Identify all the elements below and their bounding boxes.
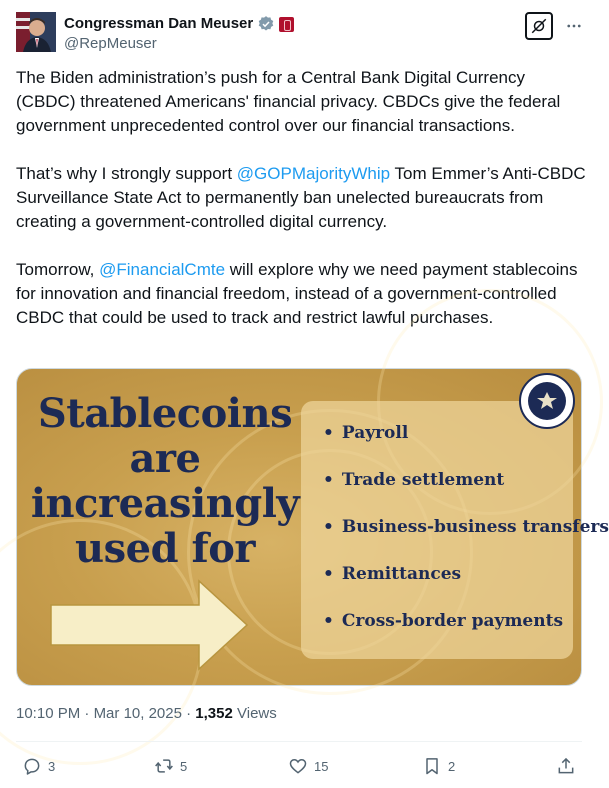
reply-icon <box>22 756 42 776</box>
bullet-item: • Cross-border payments <box>323 609 609 656</box>
headline-line: are <box>129 435 201 482</box>
bookmark-icon <box>422 756 442 776</box>
more-options-icon[interactable] <box>562 14 586 38</box>
tweet-text-segment: will explore why we need payment stablecoins for innovation and financial freedom, instead of a government-controlled CBDC that could be used to track and restrict lawful purchases. <box>16 260 578 327</box>
repost-count: 5 <box>180 758 188 774</box>
tweet-text-segment: Tom Emmer’s Anti-CBDC Surveillance State Act to permanently ban unelected bureaucrats from creating a government-controlled digital currency. <box>16 164 586 231</box>
bullet-item: • Business-business transfers <box>323 515 609 562</box>
meta-separator: · <box>186 705 192 722</box>
bullet-item: • Remittances <box>323 562 609 609</box>
reply-count: 3 <box>48 758 56 774</box>
tweet-meta <box>16 704 277 724</box>
author-name[interactable]: Congressman Dan Meuser <box>64 15 254 32</box>
bullet-list <box>323 421 609 656</box>
mention-link[interactable]: @FinancialCmte <box>99 260 226 279</box>
verified-badge-icon[interactable] <box>257 15 275 33</box>
share-icon <box>556 756 576 776</box>
affiliation-badge-icon[interactable] <box>279 17 294 32</box>
divider <box>16 741 582 742</box>
action-bar <box>16 752 582 780</box>
headline-line: Stablecoins <box>37 390 293 437</box>
like-button[interactable] <box>288 752 328 780</box>
tweet-header <box>16 12 582 56</box>
author-handle[interactable]: @RepMeuser <box>64 35 157 52</box>
arrow-right-icon <box>49 579 249 671</box>
image-headline <box>25 391 305 571</box>
tweet-paragraph <box>16 162 586 234</box>
reply-button[interactable] <box>22 752 55 780</box>
like-count: 15 <box>314 758 329 774</box>
bookmark-count: 2 <box>448 758 456 774</box>
headline-line: used for <box>75 525 255 572</box>
tweet-time[interactable]: 10:10 PM <box>16 705 81 722</box>
committee-seal-logo <box>519 373 575 429</box>
bullet-item: • Payroll <box>323 421 609 468</box>
meta-separator: · <box>84 705 90 722</box>
headline-line: increasingly <box>30 480 300 527</box>
views-count: 1,352 <box>195 705 233 722</box>
mention-link[interactable]: @GOPMajorityWhip <box>236 164 391 183</box>
grok-icon[interactable] <box>525 12 553 40</box>
tweet-date[interactable]: Mar 10, 2025 <box>93 705 182 722</box>
repost-button[interactable] <box>154 752 187 780</box>
tweet-text-segment: That’s why I strongly support <box>16 164 237 183</box>
author-info <box>64 14 294 54</box>
bullet-item: • Trade settlement <box>323 468 609 515</box>
share-button[interactable] <box>556 752 576 780</box>
repost-icon <box>154 756 174 776</box>
tweet-paragraph: The Biden administration’s push for a Central Bank Digital Currency (CBDC) threatened Americans' financial privacy. CBDCs give the federal government unprecedented control over our financial transactions. <box>16 68 561 135</box>
heart-icon <box>288 756 308 776</box>
tweet-media-image[interactable] <box>16 368 609 686</box>
tweet-text-segment: Tomorrow, <box>16 260 100 279</box>
views-label: Views <box>237 705 277 722</box>
bookmark-button[interactable] <box>422 752 455 780</box>
avatar[interactable] <box>16 12 56 52</box>
